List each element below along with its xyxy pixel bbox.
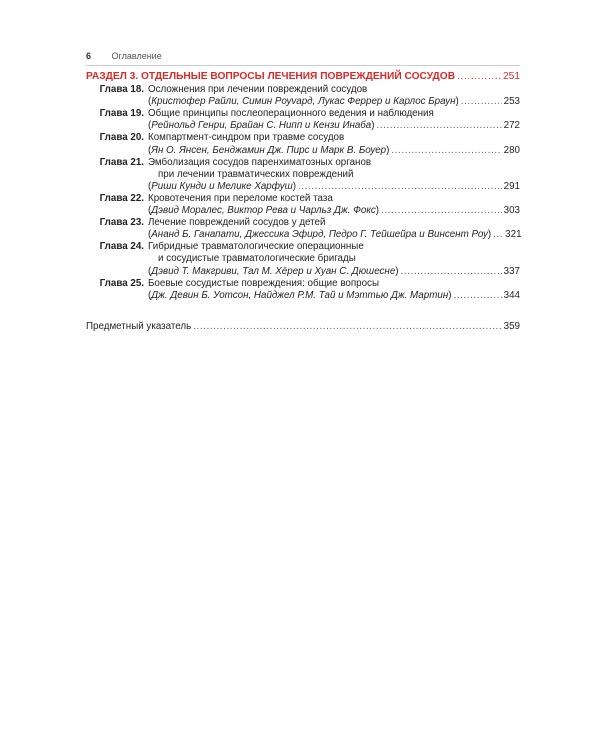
leader-dots: [298, 181, 502, 193]
chapter-authors: (Дэвид Моралес, Виктор Рева и Чарльз Дж. Фокс): [148, 205, 380, 217]
chapter-title: Компартмент-синдром при травме сосудов: [148, 132, 345, 144]
chapter-entry[interactable]: [86, 84, 520, 108]
chapter-label: Глава 20.: [99, 132, 144, 144]
section-entry[interactable]: [86, 71, 520, 83]
chapter-entry[interactable]: [86, 241, 520, 277]
section-title: РАЗДЕЛ 3. ОТДЕЛЬНЫЕ ВОПРОСЫ ЛЕЧЕНИЯ ПОВРЕЖДЕНИЙ СОСУДОВ: [86, 71, 456, 82]
leader-dots: [391, 145, 501, 157]
leader-dots: [401, 266, 502, 278]
chapter-title: Боевые сосудистые повреждения: общие вопросы: [148, 277, 380, 289]
chapter-page: 280: [503, 144, 520, 156]
chapter-title: Гибридные травматологические операционные: [148, 241, 364, 253]
chapter-title: Эмболизация сосудов паренхиматозных органов: [148, 156, 372, 168]
chapter-label: Глава 25.: [99, 277, 144, 289]
page-number: 6: [86, 51, 92, 61]
chapter-entry[interactable]: [86, 278, 520, 302]
chapter-authors: (Риши Кунди и Мелике Харфуш): [148, 180, 297, 192]
chapter-title-continued: и сосудистые травматологические бригады: [158, 253, 356, 265]
chapter-title: Общие принципы послеоперационного ведения и наблюдения: [148, 108, 434, 120]
chapter-label: Глава 24.: [99, 241, 144, 253]
leader-dots: [453, 290, 501, 302]
leader-dots: [381, 205, 502, 217]
chapter-title-continued: при лечении травматических повреждений: [158, 168, 354, 180]
index-entry[interactable]: [86, 321, 520, 333]
index-title: Предметный указатель: [86, 320, 192, 332]
leader-dots: [377, 120, 502, 132]
chapter-authors: (Ян О. Янсен, Бенджамин Дж. Пирс и Марк В. Боуер): [148, 144, 390, 156]
chapter-authors: (Рейнольд Генри, Брайан С. Нипп и Кензи Инаба): [148, 120, 375, 132]
leader-dots: [193, 321, 501, 333]
chapter-authors: (Дж. Девин Б. Уотсон, Найджел Р.М. Тай и Мэттью Дж. Мартин): [148, 289, 452, 301]
chapter-page: 303: [503, 205, 520, 217]
chapter-entry[interactable]: [86, 157, 520, 193]
leader-dots: [493, 229, 503, 241]
chapter-authors: (Кристофер Райли, Симин Роуvард, Лукас Феррер и Карлос Браун): [148, 96, 459, 108]
chapter-label: Глава 22.: [99, 192, 144, 204]
chapter-entry[interactable]: [86, 193, 520, 217]
chapter-label: Глава 21.: [99, 156, 144, 168]
chapter-authors: (Дэвид Т. Макгриви, Тал М. Хёрер и Хуан С. Дюшесне): [148, 265, 399, 277]
header-rule: [86, 65, 520, 66]
chapter-title: Осложнения при лечении повреждений сосудов: [148, 84, 368, 96]
chapter-page: 291: [503, 180, 520, 192]
leader-dots: [461, 96, 502, 108]
chapter-label: Глава 19.: [99, 108, 144, 120]
chapter-title: Кровотечения при переломе костей таза: [148, 192, 333, 204]
table-of-contents: [86, 71, 520, 333]
chapter-authors: (Ананд Б. Ганапати, Джессика Эфирд, Педро Г. Тейшейра и Винсент Роу): [148, 229, 492, 241]
chapter-label: Глава 23.: [99, 217, 144, 229]
chapter-page: 272: [503, 120, 520, 132]
chapter-page: 253: [503, 96, 520, 108]
chapter-entry[interactable]: [86, 217, 520, 241]
section-page: 251: [503, 71, 520, 82]
chapter-page: 337: [503, 265, 520, 277]
chapter-title: Лечение повреждений сосудов у детей: [148, 217, 326, 229]
chapter-label: Глава 18.: [99, 84, 144, 96]
chapter-page: 321: [505, 229, 522, 241]
leader-dots: [457, 71, 501, 83]
running-title: Оглавление: [111, 51, 162, 61]
index-page: 359: [503, 320, 520, 332]
chapter-entry[interactable]: [86, 108, 520, 132]
chapter-page: 344: [503, 289, 520, 301]
chapter-entry[interactable]: [86, 132, 520, 156]
